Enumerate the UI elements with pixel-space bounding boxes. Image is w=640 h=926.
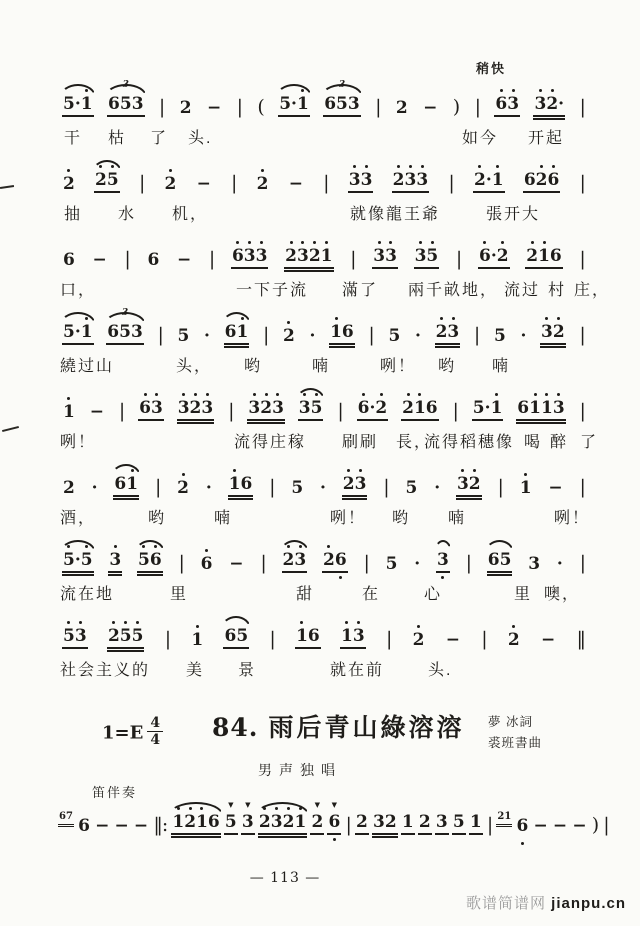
tempo-mark: 稍快 — [476, 61, 507, 76]
note-group: 6·2 — [478, 248, 510, 269]
note-group: 65 — [487, 552, 513, 573]
barline: | — [164, 628, 171, 650]
barline: | — [603, 814, 609, 836]
notes-row — [60, 612, 588, 651]
triplet-mark: 3 — [121, 308, 129, 318]
note-group: 5 — [388, 326, 401, 346]
barline: | — [579, 476, 585, 498]
note-group: − — [206, 98, 222, 118]
lyric-segment: 滿了 — [342, 282, 379, 299]
note-group: 33 — [372, 248, 398, 269]
barline: | — [363, 552, 369, 574]
barline: | — [158, 96, 165, 118]
slur-arc — [60, 540, 96, 553]
barline: | — [497, 476, 503, 498]
note-group: 56 — [137, 552, 163, 573]
note-group: · — [204, 326, 210, 346]
barline: | — [228, 400, 234, 422]
lyrics-row — [60, 201, 588, 225]
lyric-segment: 噢， — [544, 586, 581, 603]
note-group: 13 — [340, 628, 366, 649]
music-system-5 — [60, 384, 599, 453]
notes-row — [60, 156, 588, 195]
slur-arc — [92, 160, 122, 173]
lyric-segment: 咧！ — [554, 510, 591, 527]
note-group: 33 — [348, 172, 374, 193]
barline: | — [260, 552, 266, 574]
slur-arc — [135, 540, 165, 553]
note-group: 2 — [63, 174, 75, 194]
note-group: 6 ▼ — [327, 814, 341, 835]
barline: | — [269, 476, 275, 498]
note-group: · — [556, 554, 563, 574]
note-group: 32 — [540, 324, 566, 345]
lyric-segment: 哟 — [392, 510, 411, 527]
lyric-segment: 流过 — [504, 282, 541, 299]
slur-arc — [276, 84, 312, 97]
note-group: − — [552, 816, 568, 836]
barline: | — [236, 96, 242, 118]
note-group: 5 ▼ — [224, 814, 238, 835]
barline: | — [473, 324, 480, 346]
slur-arc — [60, 84, 96, 97]
lyric-segment: 長， — [396, 434, 433, 451]
lyric-segment: 就在前 — [330, 662, 385, 679]
notes-row — [60, 232, 588, 271]
lyric-segment: 喃 — [214, 510, 233, 527]
lyric-segment: 水 — [118, 206, 137, 223]
lyric-segment: 在 — [362, 586, 381, 603]
note-group: 61 — [113, 476, 139, 497]
lyric-segment: 刷刷 — [342, 434, 379, 451]
note-group: 5 — [452, 814, 466, 835]
lyric-segment: 头. — [188, 130, 213, 147]
song-title — [212, 708, 464, 744]
lyric-segment: 咧！ — [60, 434, 97, 451]
note-group: − — [114, 816, 129, 836]
slur-arc — [169, 802, 222, 815]
note-group: 6 — [200, 554, 213, 574]
performance-type-label: 男声独唱 — [258, 762, 342, 778]
note-group: 6 — [147, 250, 160, 270]
slur-arc — [222, 312, 252, 325]
lyric-segment: 喃 — [492, 358, 511, 375]
note-group: − — [548, 478, 563, 498]
lyric-segment: 社会主义的 — [60, 662, 151, 679]
note-group: 255 — [107, 628, 145, 649]
note-group: 2 — [179, 98, 192, 118]
note-group: 2·1 — [473, 172, 505, 193]
note-group: 5 — [177, 326, 190, 346]
lyrics-row — [60, 353, 588, 377]
barline: ) — [452, 96, 460, 118]
music-system-1 — [60, 80, 588, 149]
note-group: 5·1 — [278, 96, 310, 117]
barline: | — [345, 814, 351, 836]
note-group: 67 — [58, 812, 74, 825]
music-system-2 — [60, 156, 588, 225]
staccato-mark: ▼ — [228, 800, 234, 809]
note-group: 2 — [283, 326, 295, 346]
lyric-segment: 景 — [238, 662, 257, 679]
note-group: 216 — [525, 248, 563, 269]
note-group: 5 — [291, 478, 304, 498]
barline: | — [383, 476, 389, 498]
lyric-segment: 喃 — [448, 510, 467, 527]
note-group: − — [288, 174, 303, 194]
barline: | — [579, 400, 585, 422]
triplet-mark: 3 — [122, 80, 129, 90]
note-group: 5 — [493, 326, 506, 346]
note-group: 2 — [355, 814, 369, 835]
note-group: 2 — [63, 478, 75, 498]
lyrics-row — [60, 657, 588, 681]
lyric-segment: 流得稻穗像 — [424, 434, 515, 451]
note-group: 5·5 — [62, 552, 94, 573]
note-group: 2321 — [258, 814, 307, 835]
barline: | — [269, 628, 275, 650]
slur-arc — [296, 388, 326, 401]
barline: ) — [591, 814, 599, 836]
note-group: 2 — [177, 478, 190, 498]
lyric-segment: 抽 — [64, 206, 83, 223]
barline: ( — [257, 96, 264, 118]
intro-notes-row — [56, 798, 612, 837]
lyric-segment: 張开大 — [486, 206, 541, 223]
note-group: 1 — [63, 402, 75, 422]
lyrics-row — [60, 125, 588, 149]
triplet-mark: 3 — [338, 80, 346, 90]
note-group: 323 — [177, 400, 215, 421]
note-group: 6113 — [516, 400, 565, 421]
barline: | — [124, 248, 130, 270]
lyric-segment: 了 — [580, 434, 599, 451]
lyric-segment: 哟 — [148, 510, 167, 527]
lyric-segment: 就像龍王爺 — [350, 206, 441, 223]
note-group: 16 — [329, 324, 355, 345]
note-group: 2 — [507, 630, 520, 650]
note-group: 1 — [469, 814, 483, 835]
barline: | — [579, 248, 585, 270]
slur-arc — [434, 540, 452, 553]
slur-arc — [60, 312, 96, 325]
note-group: 1 — [401, 814, 415, 835]
note-group: 653 3 — [107, 96, 145, 117]
barline: | — [231, 172, 237, 194]
barline: | — [157, 324, 163, 346]
note-group: 2 ▼ — [310, 814, 324, 835]
note-group: 653 3 — [106, 324, 144, 345]
note-group: 61 — [224, 324, 250, 345]
note-group: · — [414, 554, 421, 574]
barline: | — [481, 628, 487, 650]
note-group: · — [520, 326, 527, 346]
margin-mark — [2, 426, 19, 432]
note-group: 5 — [405, 478, 418, 498]
barline: | — [452, 400, 458, 422]
lyric-segment: 庄， — [574, 282, 611, 299]
note-group: 35 — [298, 400, 324, 421]
watermark — [466, 892, 626, 913]
note-group: 23 — [342, 476, 368, 497]
notes-row — [60, 536, 588, 575]
note-group: 65 — [223, 628, 249, 649]
barline: | — [486, 814, 493, 836]
music-system-8 — [60, 612, 588, 681]
note-group: · — [309, 326, 316, 346]
barline: | — [465, 552, 471, 574]
lyric-segment: 枯 — [108, 130, 127, 147]
lyric-segment: 心 — [424, 586, 443, 603]
note-group: 2 — [395, 98, 408, 118]
slur-arc — [111, 464, 141, 477]
lyric-segment: 喝 — [524, 434, 543, 451]
lyric-segment: 美 — [186, 662, 205, 679]
music-system-3 — [60, 232, 611, 301]
slur-arc — [485, 540, 515, 553]
note-group: 633 — [231, 248, 269, 269]
note-group: 3 ▼ — [241, 814, 255, 835]
staccato-mark: ▼ — [331, 800, 338, 809]
note-group: 2 — [256, 174, 269, 194]
note-group: − — [572, 816, 587, 836]
watermark-site-name: 歌谱简谱网 — [465, 895, 552, 912]
margin-mark — [0, 185, 14, 189]
lyric-segment: 了 — [150, 130, 169, 147]
lyric-segment: 干 — [64, 130, 83, 147]
flute-intro-system — [56, 798, 612, 837]
barline: ‖: — [153, 814, 168, 836]
note-group: 23 — [282, 552, 308, 573]
lyricist-credit: 夢 冰詞 — [488, 715, 533, 729]
note-group: − — [445, 630, 460, 650]
lyric-segment: 头， — [176, 358, 213, 375]
barline: | — [323, 172, 329, 194]
note-group: − — [95, 816, 110, 836]
barline: | — [350, 248, 356, 270]
lyrics-row — [60, 429, 599, 453]
lyric-segment: 兩千畝地， — [408, 282, 499, 299]
notes-row — [60, 384, 588, 423]
note-group: − — [540, 630, 556, 650]
note-group: − — [89, 402, 104, 422]
note-group: 25 — [94, 172, 120, 193]
note-group: 2 — [164, 174, 177, 194]
barline: | — [579, 552, 585, 574]
lyric-segment: 哟 — [438, 358, 457, 375]
notes-row — [60, 80, 588, 119]
note-group: 1 — [519, 478, 532, 498]
staccato-mark: ▼ — [314, 800, 321, 809]
lyric-segment: 头. — [428, 662, 453, 679]
lyric-segment: 醉 — [550, 434, 569, 451]
note-group: 5·1 — [62, 324, 94, 345]
note-group: 3 — [435, 814, 449, 835]
key-signature: 1=E — [102, 722, 144, 744]
note-group: 2 — [418, 814, 432, 835]
note-group: 5 — [385, 554, 398, 574]
music-system-7 — [60, 536, 588, 605]
note-group: · — [205, 478, 212, 498]
lyric-segment: 开起 — [528, 130, 565, 147]
barline: | — [455, 248, 462, 270]
credits — [488, 712, 542, 753]
note-group: 32 — [372, 814, 398, 835]
lyric-segment: 里 — [514, 586, 533, 603]
lyric-segment: 哟 — [244, 358, 263, 375]
barline: ‖ — [576, 628, 585, 650]
barline: | — [579, 172, 585, 194]
lyric-segment: 如今 — [462, 130, 499, 147]
lyric-segment: 繞过山 — [60, 358, 115, 375]
note-group: 5·1 — [62, 96, 94, 117]
music-system-4 — [60, 308, 588, 377]
time-signature: $\frac{4}{4}$ — [147, 716, 163, 747]
barline: | — [448, 172, 454, 194]
slur-arc — [221, 616, 251, 629]
watermark-site-url: jianpu.cn — [551, 895, 626, 912]
note-group: 2321 — [284, 248, 333, 269]
barline: | — [118, 400, 125, 422]
lyric-segment: 甜 — [296, 586, 315, 603]
note-group: 6 — [63, 250, 75, 270]
note-group: − — [196, 174, 211, 194]
note-group: − — [176, 250, 192, 270]
note-group: 653 3 — [323, 96, 361, 117]
note-group: · — [91, 478, 98, 498]
lyric-segment: 里 — [170, 586, 189, 603]
note-group: 1 — [191, 630, 204, 650]
note-group: 233 — [392, 172, 430, 193]
note-group: 16 — [228, 476, 254, 497]
lyric-segment: 口， — [60, 282, 97, 299]
note-group: − — [229, 554, 244, 574]
note-group: 32 — [456, 476, 482, 497]
lyrics-row — [60, 581, 588, 605]
lyric-segment: 流得庄稼 — [234, 434, 307, 451]
note-group: 26 — [322, 552, 348, 573]
lyric-segment: 机， — [172, 206, 209, 223]
barline: | — [337, 400, 343, 422]
barline: | — [178, 552, 184, 574]
note-group: 3 — [436, 552, 450, 573]
lyrics-row — [60, 277, 611, 301]
note-group: 6 — [516, 816, 529, 836]
composer-credit: 裘班書曲 — [488, 735, 543, 750]
note-group: − — [92, 250, 107, 270]
barline: | — [375, 96, 381, 118]
note-group: 323 — [247, 400, 285, 421]
lyric-segment: 喃 — [312, 358, 331, 375]
notes-row — [60, 308, 588, 347]
song-number: 84. — [212, 713, 259, 742]
note-group: 63 — [138, 400, 164, 421]
barline: | — [262, 324, 269, 346]
note-group: 53 — [62, 628, 88, 649]
note-group: − — [133, 816, 149, 836]
note-group: 2 — [412, 630, 425, 650]
note-group: · — [320, 478, 326, 498]
note-group: 35 — [414, 248, 440, 269]
slur-arc — [280, 540, 310, 553]
note-group: − — [533, 816, 548, 836]
note-group: 3 — [528, 554, 541, 574]
note-group: 5·1 — [472, 400, 504, 421]
note-group: − — [423, 98, 438, 118]
lyric-segment: 流在地 — [60, 586, 115, 603]
barline: | — [474, 96, 481, 118]
barline: | — [208, 248, 215, 270]
staccato-mark: ▼ — [245, 800, 251, 809]
note-group: 6 — [78, 816, 90, 836]
note-group: 3 — [108, 552, 122, 573]
note-group: 626 — [523, 172, 561, 193]
note-group: 216 — [401, 400, 439, 421]
note-group: 32· — [533, 96, 565, 117]
lyric-segment: 一下子流 — [236, 282, 309, 299]
barline: | — [385, 628, 392, 650]
note-group: 16 — [295, 628, 321, 649]
lyric-segment: 咧！ — [380, 358, 417, 375]
slur-arc — [256, 802, 309, 815]
key-time-signature — [102, 715, 163, 749]
note-group: · — [414, 326, 421, 346]
page-number: — 113 — — [249, 870, 321, 886]
note-group: · — [434, 478, 441, 498]
note-group: 63 — [494, 96, 520, 117]
lyric-segment: 咧！ — [330, 510, 367, 527]
notes-row — [60, 460, 588, 499]
barline: | — [368, 324, 374, 346]
song-title-text: 雨后青山綠溶溶 — [268, 714, 465, 742]
barline: | — [138, 172, 145, 194]
accompaniment-label: 笛伴奏 — [92, 785, 138, 800]
note-group: 23 — [435, 324, 461, 345]
lyric-segment: 酒， — [60, 510, 97, 527]
lyric-segment: 村 — [548, 282, 567, 299]
barline: | — [154, 476, 161, 498]
note-group: 21 — [496, 812, 512, 825]
note-group: 6·2 — [357, 400, 389, 421]
music-system-6 — [60, 460, 591, 529]
barline: | — [579, 324, 585, 346]
note-group: 1216 — [171, 814, 220, 835]
barline: | — [579, 96, 585, 118]
lyrics-row — [60, 505, 591, 529]
